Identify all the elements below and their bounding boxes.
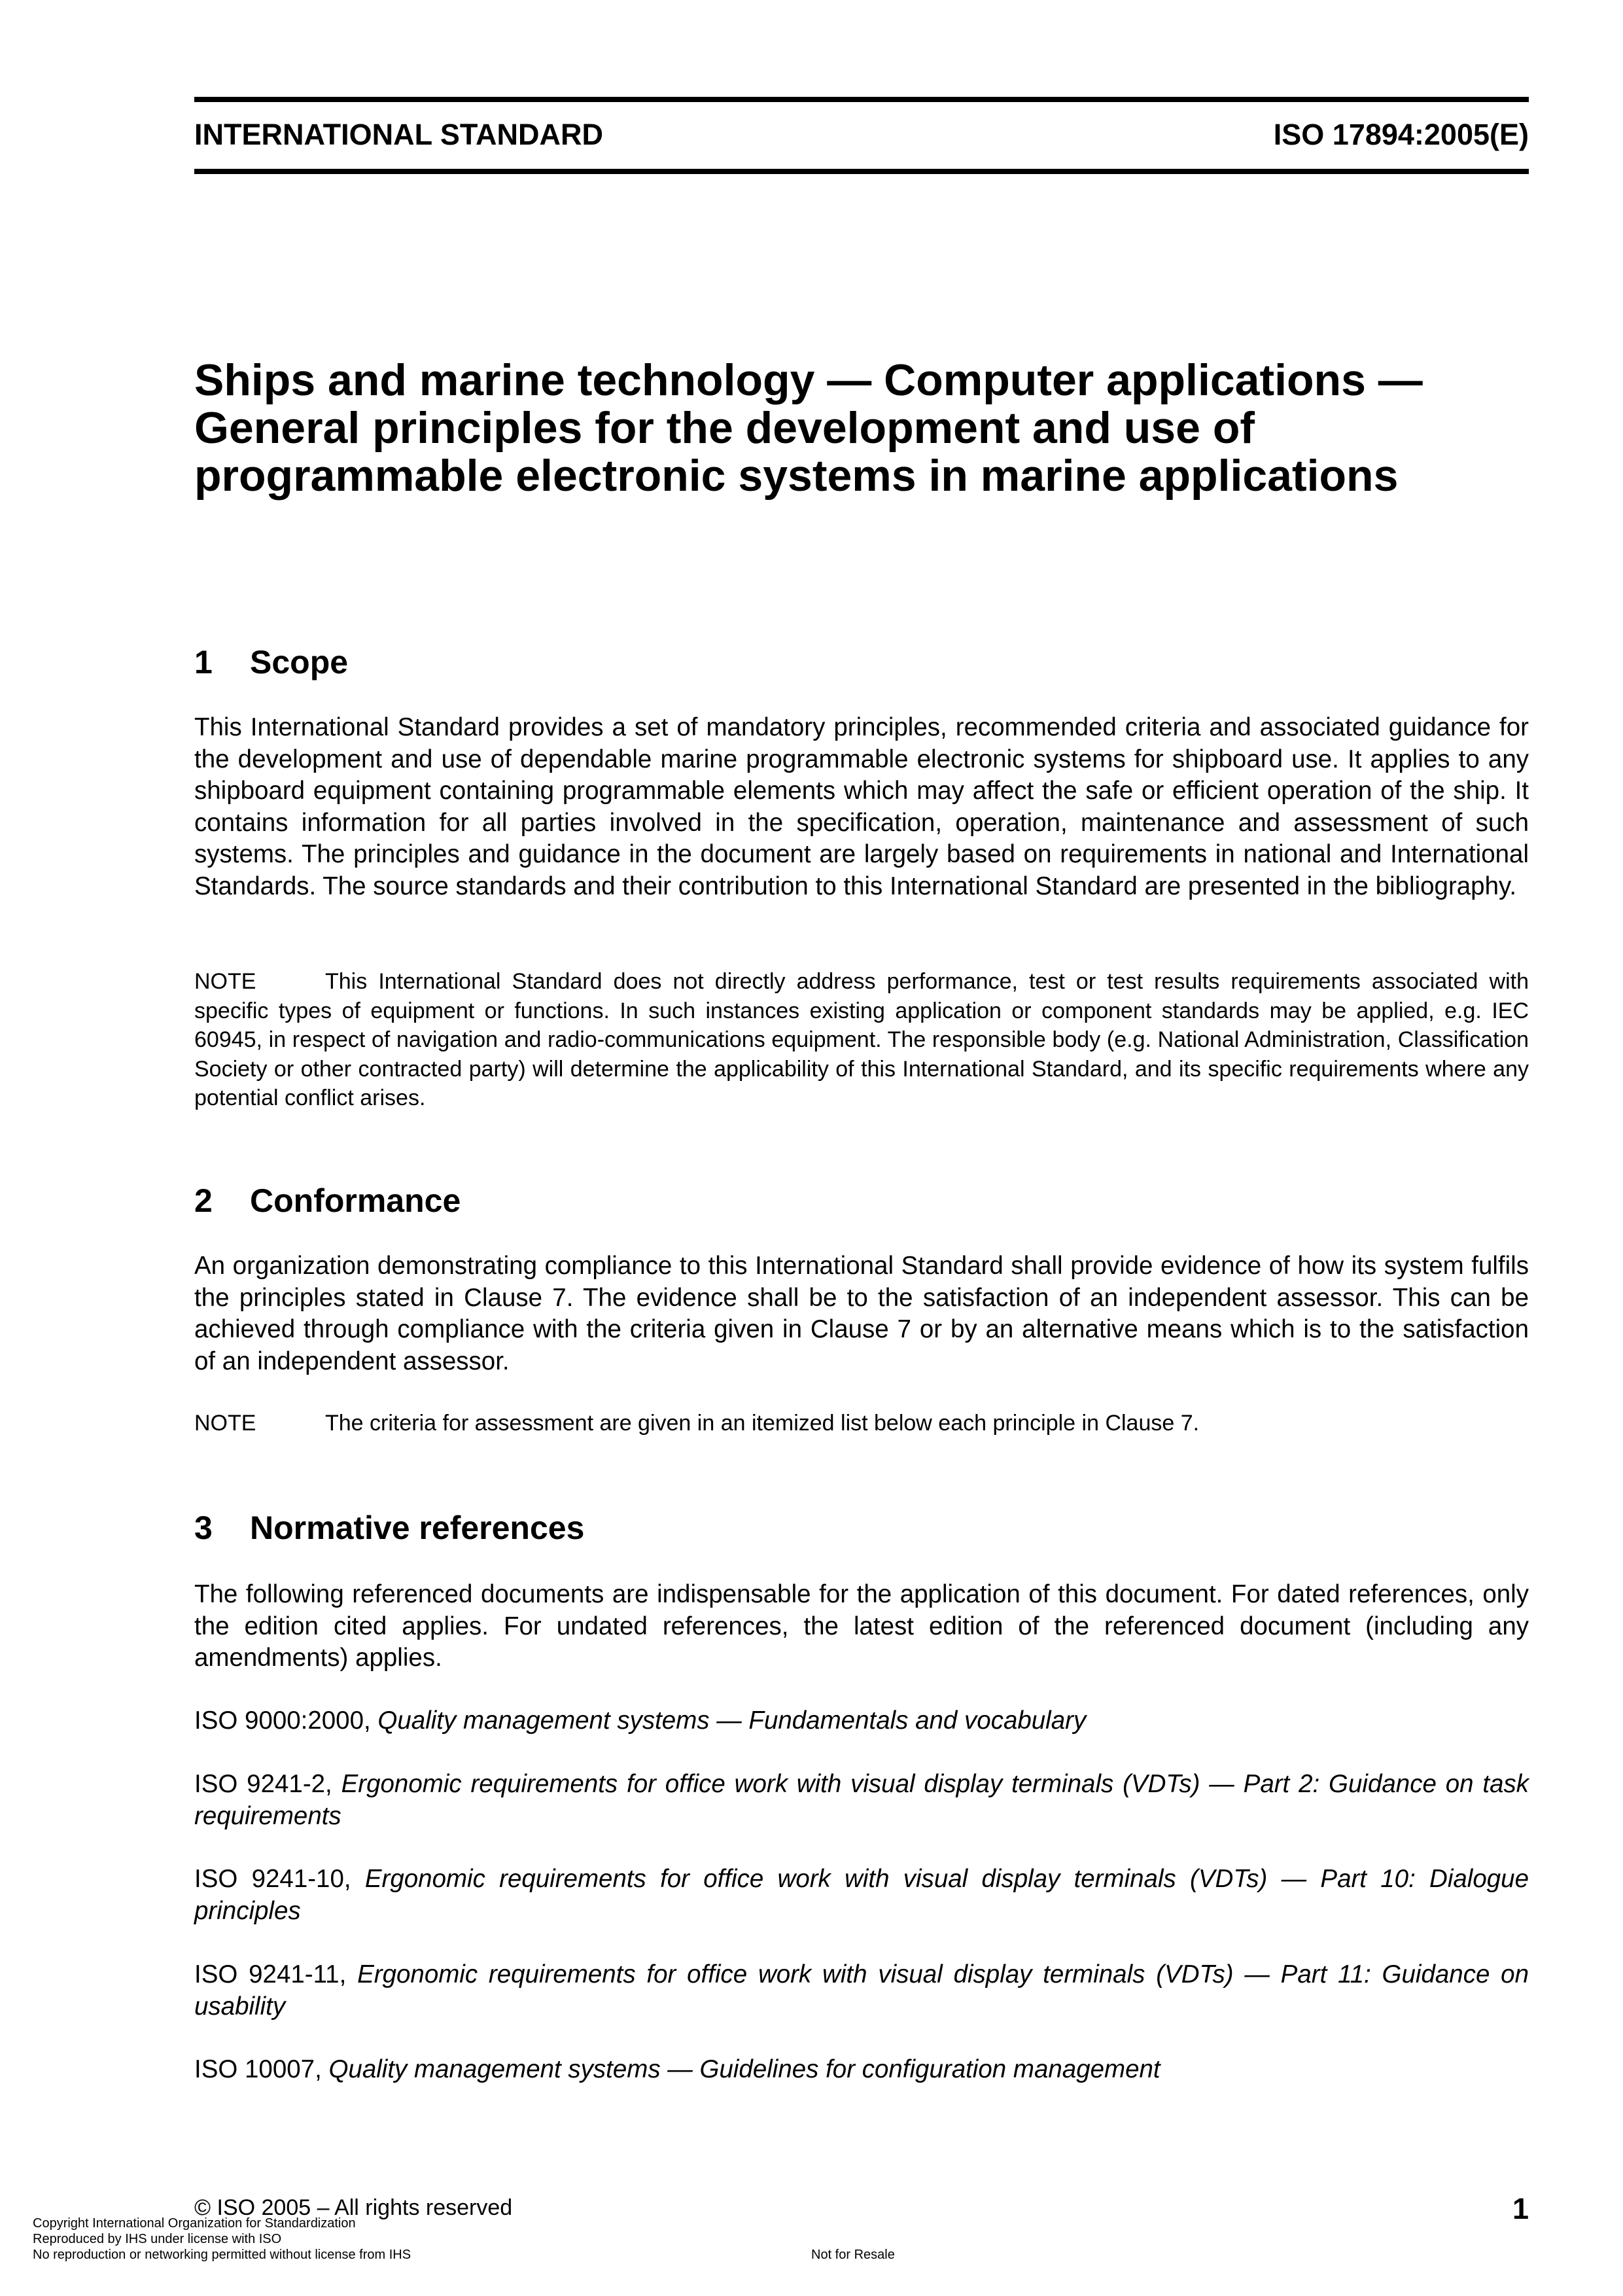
section-number: 1 — [194, 644, 213, 680]
note-text: The criteria for assessment are given in an itemized list below each principle in Clause 7. — [325, 1411, 1200, 1436]
note-text: This International Standard does not directly address performance, test or test results requirements associated with specific types of equipment or functions. In such instances existing application or component standards may be applied, e.g. IEC 60945, in respect of navigation and radio-communications equipment. The responsible body (e.g. National Administration, Classification Society or other contracted party) will determine the applicability of this International Standard, and its specific requirements where any potential conflict arises. — [194, 969, 1529, 1110]
reference-id: ISO 9000:2000, — [194, 1706, 371, 1735]
section-number: 2 — [194, 1182, 213, 1219]
scope-paragraph: This International Standard provides a set of mandatory principles, recommended criteria and associated guidance for the development and use of dependable marine programmable electronic systems for shipboard use. It applies to any shipboard equipment containing programmable elements which may affect the safe or efficient operation of the ship. It contains information for all parties involved in the specification, operation, maintenance and assessment of such systems. The principles and guidance in the document are largely based on requirements in national and International Standards. The source standards and their contribution to this International Standard are presented in the bibliography. — [194, 713, 1529, 900]
note-label: NOTE — [194, 1411, 256, 1436]
normative-paragraph: The following referenced documents are indispensable for the application of this document. For dated references, only the edition cited applies. For undated references, the latest edition of the referenced document (including any amendments) applies. — [194, 1580, 1529, 1672]
title-line-1: Ships and marine technology — Computer applications — — [194, 355, 1423, 405]
section-number: 3 — [194, 1510, 213, 1546]
header-top-rule — [194, 97, 1529, 102]
note-label: NOTE — [194, 969, 256, 994]
reference-title: Quality management systems — Guidelines for configuration management — [328, 2055, 1161, 2083]
reference-item — [194, 1769, 1529, 1832]
header-bottom-rule — [194, 169, 1529, 174]
document-type: INTERNATIONAL STANDARD — [194, 118, 603, 151]
reference-item — [194, 1863, 1529, 1927]
section-title: Scope — [250, 644, 349, 680]
resale-notice: Not for Resale — [811, 2248, 895, 2262]
section-heading-normative-references — [194, 1508, 584, 1547]
conformance-paragraph: An organization demonstrating compliance to this International Standard shall provide evidence of how its system fulfils the principles stated in Clause 7. The evidence shall be to the satisfaction of an independent assessor. This can be achieved through compliance with the criteria given in Clause 7 or by an alternative means which is to the satisfaction of an independent assessor. — [194, 1252, 1529, 1375]
reference-id: ISO 9241-10, — [194, 1865, 351, 1893]
reference-title: Ergonomic requirements for office work with visual display terminals (VDTs) — Part 10: Dialogue principles — [194, 1865, 1529, 1925]
reference-item — [194, 1959, 1529, 2022]
scope-note — [194, 967, 1529, 1113]
reference-title: Ergonomic requirements for office work with visual display terminals (VDTs) — Part 11: Guidance on usability — [194, 1960, 1529, 2021]
document-title — [194, 357, 1529, 500]
document-number: ISO 17894:2005(E) — [1273, 118, 1529, 151]
reference-title: Quality management systems — Fundamentals and vocabulary — [377, 1706, 1087, 1735]
reference-item — [194, 2054, 1529, 2086]
copyright-notice: © ISO 2005 – All rights reserved — [194, 2195, 513, 2220]
section-heading-scope — [194, 643, 348, 682]
reference-id: ISO 9241-11, — [194, 1960, 347, 1988]
page-number: 1 — [1512, 2192, 1529, 2225]
reference-id: ISO 10007, — [194, 2055, 322, 2083]
license-line: No reproduction or networking permitted without license from IHS — [33, 2248, 411, 2262]
title-line-3: programmable electronic systems in marine applications — [194, 451, 1399, 501]
section-title: Conformance — [250, 1182, 461, 1219]
reference-title: Ergonomic requirements for office work with visual display terminals (VDTs) — Part 2: Guidance on task requirements — [194, 1770, 1529, 1830]
reference-id: ISO 9241-2, — [194, 1770, 332, 1798]
section-heading-conformance — [194, 1181, 461, 1220]
conformance-note — [194, 1409, 1529, 1438]
section-title: Normative references — [250, 1510, 585, 1546]
license-line: Copyright International Organization for Standardization — [33, 2216, 356, 2231]
license-line: Reproduced by IHS under license with ISO — [33, 2232, 282, 2246]
title-line-2: General principles for the development and use of — [194, 403, 1255, 453]
reference-item — [194, 1705, 1529, 1737]
